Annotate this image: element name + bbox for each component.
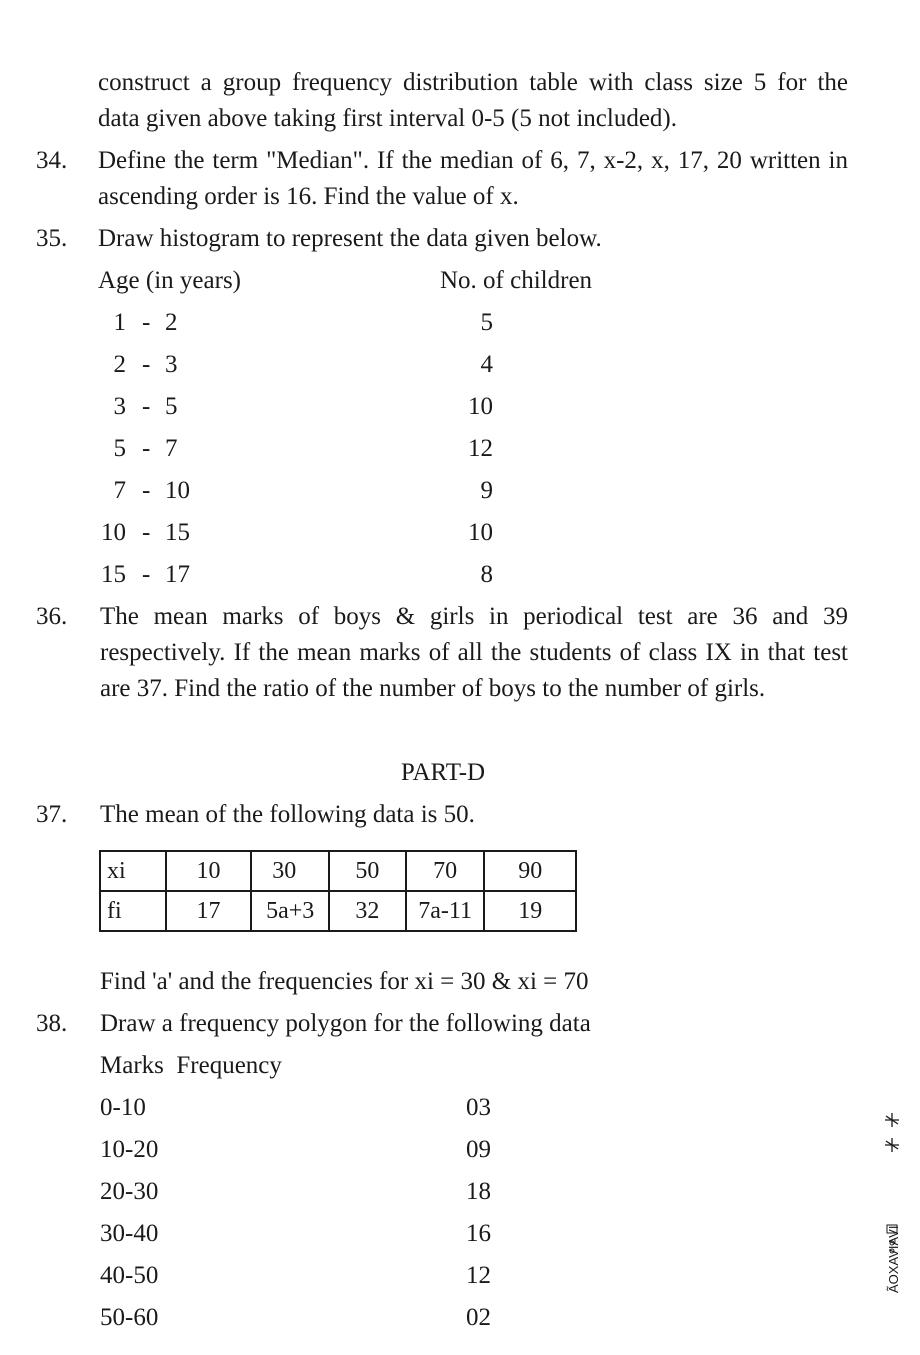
q35-age-low: 1 xyxy=(113,309,126,336)
q38-marks: 30-40 xyxy=(100,1220,159,1247)
q35-age-dash: - xyxy=(142,309,151,336)
table-cell: 10 xyxy=(166,851,252,891)
q38-frequency: 03 xyxy=(466,1094,491,1121)
q35-age-high: 7 xyxy=(165,435,178,462)
q35-age-high: 2 xyxy=(165,309,178,336)
q38-frequency: 18 xyxy=(466,1178,491,1205)
q35-age-high: 17 xyxy=(165,561,190,588)
table-cell: fi xyxy=(100,891,166,931)
q38-prompt: Draw a frequency polygon for the following data xyxy=(100,1010,591,1037)
q35-children-count: 4 xyxy=(480,351,493,378)
q38-frequency: 02 xyxy=(466,1304,491,1331)
q35-age-low: 15 xyxy=(101,561,126,588)
q35-age-high: 10 xyxy=(165,477,190,504)
table-cell: 7a-11 xyxy=(406,891,485,931)
q35-col-age: Age (in years) xyxy=(98,267,241,294)
table-cell: 19 xyxy=(484,891,576,931)
part-d-heading: PART-D xyxy=(400,759,486,786)
q35-age-dash: - xyxy=(142,561,151,588)
q36-line-3: are 37. Find the ratio of the number of boys to the number of girls. xyxy=(100,675,766,702)
q35-col-children: No. of children xyxy=(440,267,593,294)
table-cell: 70 xyxy=(406,851,485,891)
q36-line-1: The mean marks of boys & girls in periodical test are 36 and 39 xyxy=(100,603,848,630)
q38-marks: 10-20 xyxy=(100,1136,159,1163)
table-row-fi xyxy=(100,891,576,931)
q35-age-low: 7 xyxy=(113,477,126,504)
q36-number: 36. xyxy=(36,603,68,630)
q35-children-count: 12 xyxy=(468,435,493,462)
q37-number: 37. xyxy=(36,801,68,828)
table-cell: xi xyxy=(100,851,166,891)
q35-children-count: 10 xyxy=(468,393,493,420)
q38-marks: 20-30 xyxy=(100,1178,159,1205)
q37-find: Find 'a' and the frequencies for xi = 30 & xi = 70 xyxy=(100,968,589,995)
q35-age-high: 3 xyxy=(165,351,178,378)
q35-children-count: 5 xyxy=(480,309,493,336)
q38-marks: 50-60 xyxy=(100,1304,159,1331)
q35-number: 35. xyxy=(36,225,68,252)
q35-children-count: 10 xyxy=(468,519,493,546)
q35-age-dash: - xyxy=(142,477,151,504)
q38-marks: 0-10 xyxy=(100,1094,146,1121)
table-cell: 90 xyxy=(484,851,576,891)
q35-age-low: 5 xyxy=(113,435,126,462)
side-mark-text: ÃOXAVIAVI xyxy=(886,1225,901,1293)
q35-age-dash: - xyxy=(142,435,151,462)
q38-number: 38. xyxy=(36,1010,68,1037)
q35-children-count: 8 xyxy=(480,561,493,588)
q38-marks: 40-50 xyxy=(100,1262,159,1289)
table-cell: 30 xyxy=(251,851,329,891)
table-cell: 17 xyxy=(166,891,252,931)
q33-line-1: construct a group frequency distribution table with class size 5 for the xyxy=(98,69,848,96)
table-row-xi xyxy=(100,851,576,891)
q35-age-high: 15 xyxy=(165,519,190,546)
q35-age-dash: - xyxy=(142,351,151,378)
q38-frequency: 16 xyxy=(466,1220,491,1247)
printer-side-mark xyxy=(870,1105,910,1295)
q35-age-low: 10 xyxy=(101,519,126,546)
q35-age-low: 2 xyxy=(113,351,126,378)
q38-frequency: 12 xyxy=(466,1262,491,1289)
q35-children-count: 9 xyxy=(480,477,493,504)
q33-line-2: data given above taking first interval 0-5 (5 not included). xyxy=(98,105,677,132)
q35-prompt: Draw histogram to represent the data given below. xyxy=(98,225,602,252)
q37-prompt: The mean of the following data is 50. xyxy=(100,801,475,828)
q34-number: 34. xyxy=(36,147,68,174)
table-cell: 5a+3 xyxy=(251,891,329,931)
q35-age-high: 5 xyxy=(165,393,178,420)
q34-line-2: ascending order is 16. Find the value of x. xyxy=(98,183,519,210)
q38-frequency: 09 xyxy=(466,1136,491,1163)
q35-age-dash: - xyxy=(142,393,151,420)
table-cell: 50 xyxy=(329,851,406,891)
q34-line-1: Define the term "Median". If the median of 6, 7, x-2, x, 17, 20 written in xyxy=(98,147,848,174)
table-cell: 32 xyxy=(329,891,406,931)
q36-line-2: respectively. If the mean marks of all the students of class IX in that test xyxy=(100,639,848,666)
q35-age-low: 3 xyxy=(113,393,126,420)
q37-data-table xyxy=(99,850,577,932)
q38-header: Marks Frequency xyxy=(100,1052,282,1079)
q35-age-dash: - xyxy=(142,519,151,546)
